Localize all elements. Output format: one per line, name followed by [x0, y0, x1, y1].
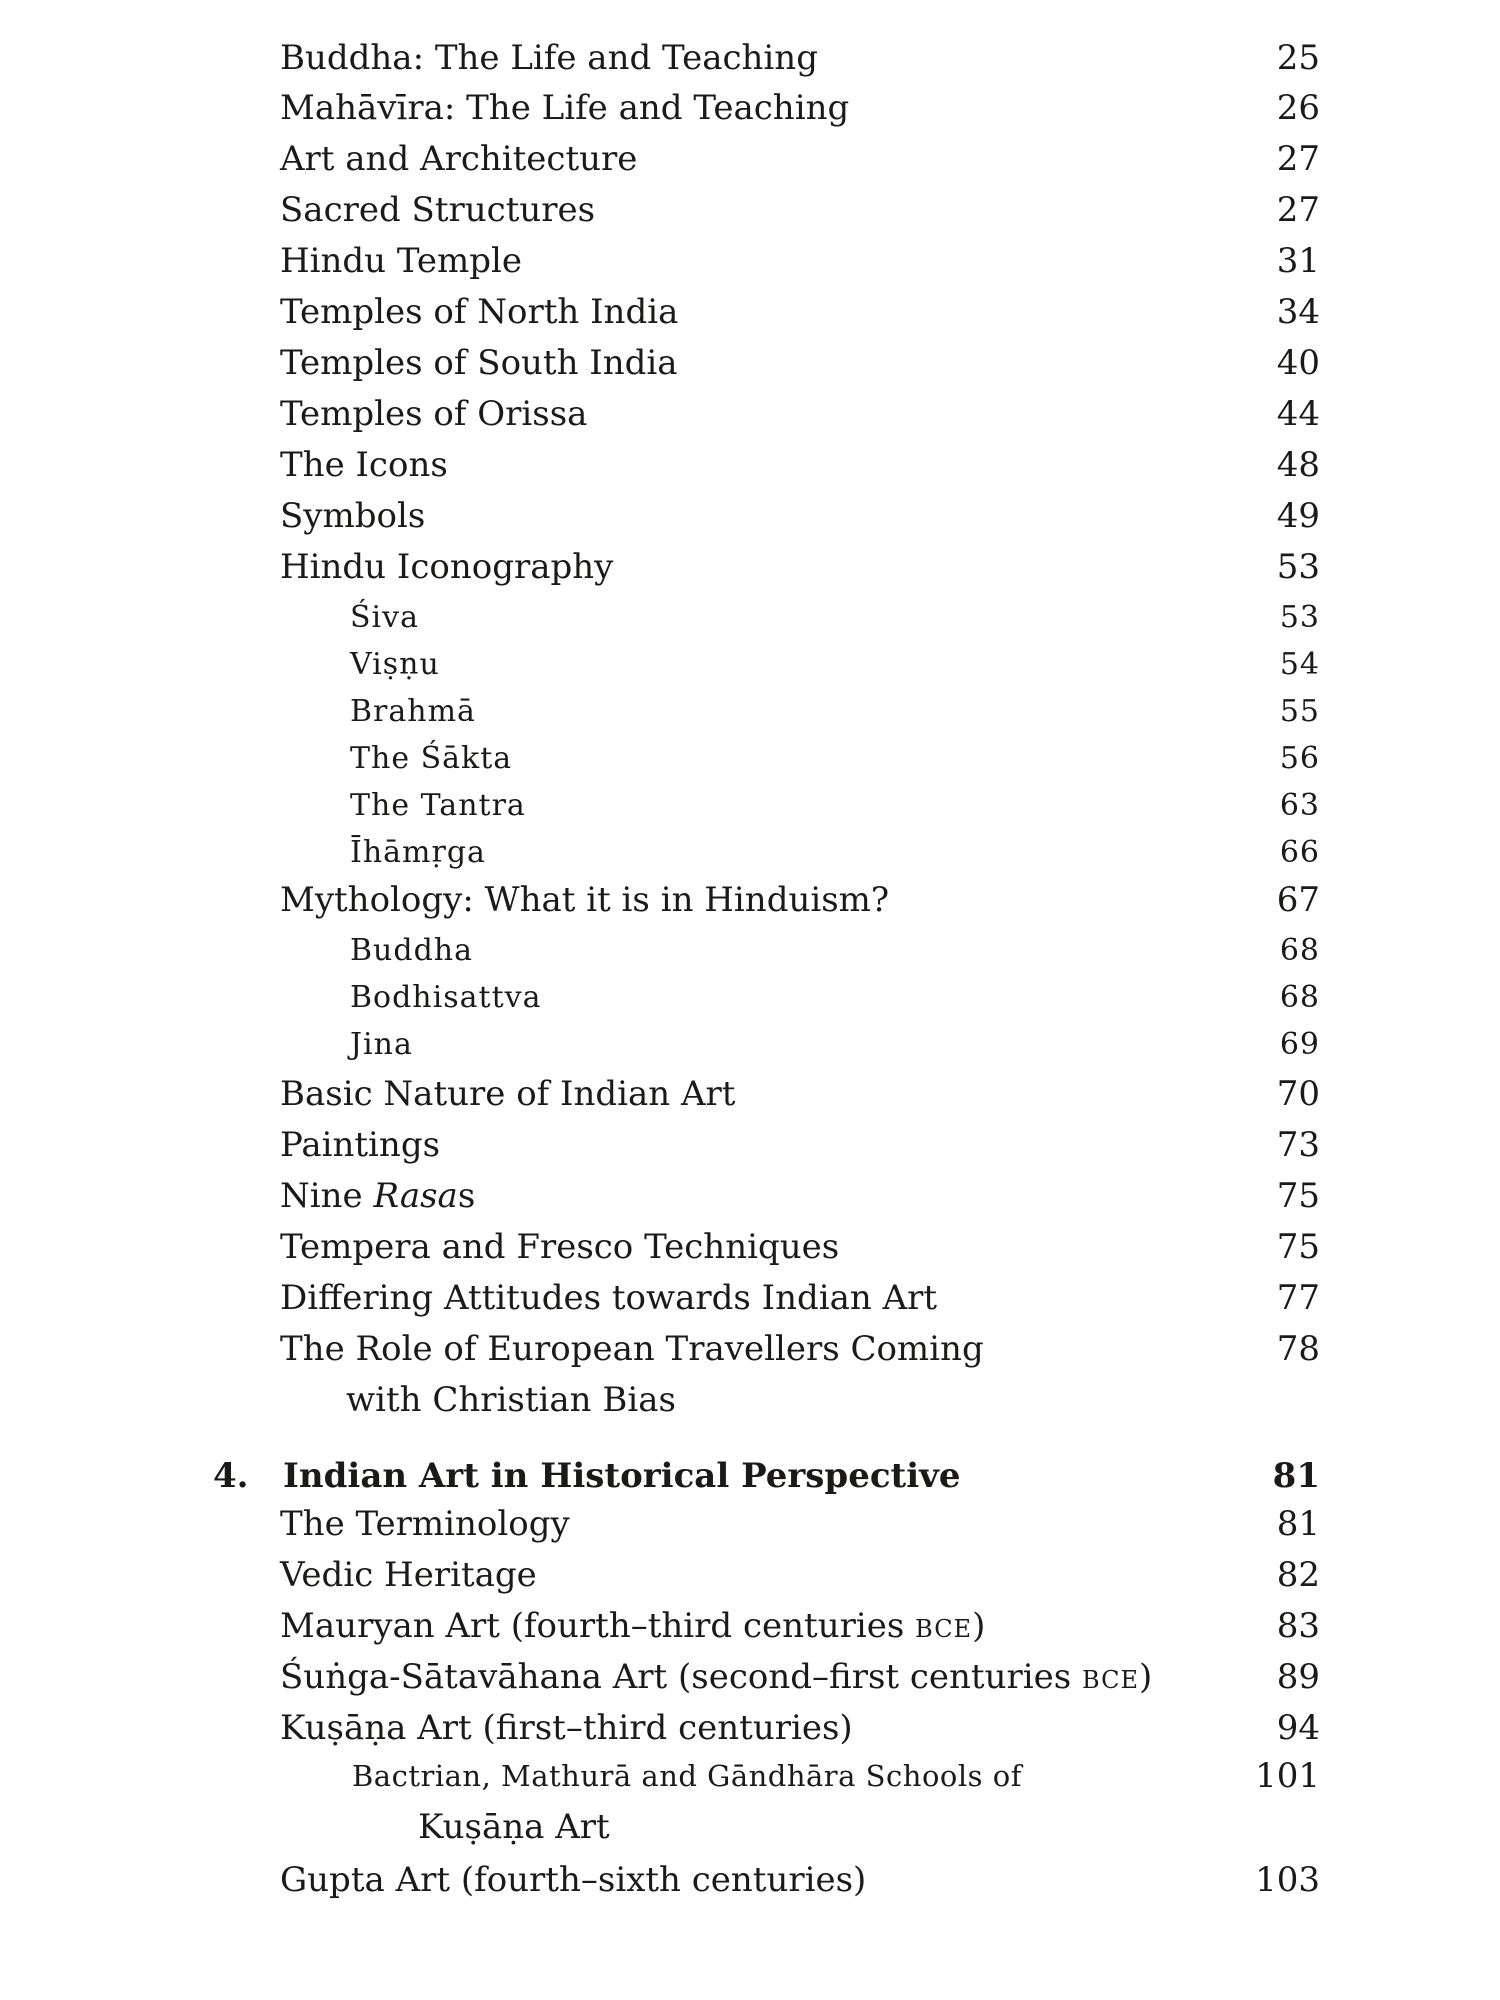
toc-entry — [0, 1225, 1500, 1269]
toc-entry-title: Bodhisattva — [350, 980, 542, 1015]
toc-entry-title: The Śākta — [350, 741, 513, 776]
toc-entry-page: 27 — [1276, 139, 1320, 179]
toc-entry-page: 53 — [1276, 547, 1320, 587]
toc-entry-page: 73 — [1276, 1125, 1320, 1165]
toc-entry — [0, 1072, 1500, 1116]
toc-entry-page: 75 — [1276, 1227, 1320, 1267]
toc-entry — [0, 36, 1500, 80]
toc-entry — [0, 1706, 1500, 1750]
toc-entry-page: 68 — [1279, 980, 1320, 1015]
era-abbrev: BCE — [1082, 1666, 1139, 1694]
toc-entry-title: Symbols — [280, 496, 426, 536]
toc-entry-title: Sacred Structures — [280, 190, 596, 230]
toc-entry-title: Buddha: The Life and Teaching — [280, 38, 818, 78]
toc-entry-title: Jina — [350, 1027, 413, 1062]
toc-entry-title: The Tantra — [350, 788, 526, 823]
toc-entry — [0, 1276, 1500, 1320]
chapter-number: 4. — [213, 1456, 249, 1496]
era-abbrev: BCE — [915, 1615, 973, 1643]
toc-entry — [0, 86, 1500, 130]
chapter-page: 81 — [1272, 1456, 1320, 1496]
toc-entry-page: 26 — [1276, 88, 1320, 128]
toc-entry — [0, 290, 1500, 334]
toc-entry — [0, 188, 1500, 232]
toc-entry — [0, 443, 1500, 487]
toc-entry-title: Viṣṇu — [350, 647, 440, 682]
toc-entry-title: The Terminology — [280, 1504, 570, 1544]
toc-entry-page: 69 — [1279, 1027, 1320, 1062]
toc-entry — [0, 1655, 1500, 1699]
toc-entry-page: 67 — [1276, 880, 1320, 920]
toc-entry-page: 101 — [1255, 1756, 1320, 1796]
toc-entry-title: Paintings — [280, 1125, 441, 1165]
toc-subentry — [0, 831, 1500, 875]
toc-subentry — [0, 784, 1500, 828]
toc-entry-title-text: Mauryan Art (fourth–third centuries — [280, 1606, 916, 1646]
toc-entry-title: Gupta Art (fourth–sixth centuries) — [280, 1860, 867, 1900]
toc-entry-page: 89 — [1276, 1657, 1320, 1697]
toc-entry-page: 34 — [1276, 292, 1320, 332]
chapter-heading — [0, 1454, 1500, 1498]
toc-entry — [0, 1553, 1500, 1597]
toc-entry-page: 25 — [1276, 38, 1320, 78]
toc-entry-title: Śiva — [350, 600, 419, 635]
toc-entry-page: 54 — [1279, 647, 1320, 682]
toc-entry-page: 75 — [1276, 1176, 1320, 1216]
toc-subentry — [0, 737, 1500, 781]
toc-entry-page: 31 — [1276, 241, 1320, 281]
toc-entry-title: Īhāmṛga — [350, 835, 486, 870]
toc-entry-title: Vedic Heritage — [280, 1555, 537, 1595]
toc-entry-title: Differing Attitudes towards Indian Art — [280, 1278, 938, 1318]
toc-entry — [0, 1858, 1500, 1902]
toc-entry-title: Art and Architecture — [280, 139, 638, 179]
toc-entry-page: 56 — [1279, 741, 1320, 776]
toc-entry — [0, 494, 1500, 538]
toc-subentry — [0, 929, 1500, 973]
toc-entry-title: Kuṣāṇa Art (first–third centuries) — [280, 1708, 853, 1748]
toc-subentry — [0, 1754, 1500, 1798]
toc-entry-title: Basic Nature of Indian Art — [280, 1074, 736, 1114]
toc-entry-title: Temples of South India — [280, 343, 678, 383]
toc-entry — [0, 1604, 1500, 1648]
toc-entry-title-continuation: Kuṣāṇa Art — [418, 1807, 610, 1847]
toc-subentry — [0, 643, 1500, 687]
toc-entry-title: Hindu Temple — [280, 241, 523, 281]
toc-subentry — [0, 1023, 1500, 1067]
toc-entry-title: Buddha — [350, 933, 473, 968]
toc-entry-title-italic: Rasa — [373, 1176, 458, 1216]
toc-entry-title-suffix: ) — [1138, 1657, 1153, 1697]
toc-entry-page: 68 — [1279, 933, 1320, 968]
toc-entry-title-prefix: Nine — [280, 1176, 374, 1216]
toc-entry — [0, 1327, 1500, 1371]
toc-entry-page: 77 — [1276, 1278, 1320, 1318]
toc-entry-page: 44 — [1276, 394, 1320, 434]
toc-entry-title: Hindu Iconography — [280, 547, 614, 587]
toc-entry-page: 94 — [1276, 1708, 1320, 1748]
toc-entry-title — [280, 1604, 985, 1651]
chapter-title — [213, 1454, 961, 1498]
toc-entry-title: Mahāvīra: The Life and Teaching — [280, 88, 850, 128]
toc-entry-page: 63 — [1279, 788, 1320, 823]
toc-entry-title: Temples of North India — [280, 292, 679, 332]
toc-entry — [0, 1123, 1500, 1167]
toc-entry-title: Brahmā — [350, 694, 476, 729]
toc-entry-page: 48 — [1276, 445, 1320, 485]
toc-entry — [0, 341, 1500, 385]
toc-entry-title-suffix: ) — [972, 1606, 986, 1646]
toc-entry-page: 83 — [1276, 1606, 1320, 1646]
toc-entry-page: 49 — [1276, 496, 1320, 536]
toc-entry — [0, 137, 1500, 181]
toc-entry-page: 78 — [1276, 1329, 1320, 1369]
toc-subentry — [0, 976, 1500, 1020]
toc-entry-title-text: Śuṅga-Sātavāhana Art (second–first centuries — [280, 1657, 1082, 1697]
toc-entry-title: Mythology: What it is in Hinduism? — [280, 880, 890, 920]
toc-entry-title: The Icons — [280, 445, 448, 485]
toc-entry-title-suffix: s — [457, 1176, 476, 1216]
toc-entry-title: Tempera and Fresco Techniques — [280, 1227, 840, 1267]
toc-entry-title: The Role of European Travellers Coming — [280, 1329, 984, 1369]
toc-subentry — [0, 596, 1500, 640]
toc-entry-page: 70 — [1276, 1074, 1320, 1114]
toc-entry-page: 82 — [1276, 1555, 1320, 1595]
toc-entry-title — [280, 1655, 1152, 1702]
toc-entry-page: 103 — [1255, 1860, 1320, 1900]
toc-entry — [0, 239, 1500, 283]
toc-entry — [0, 392, 1500, 436]
toc-entry-title — [280, 1174, 475, 1218]
toc-entry-page: 81 — [1276, 1504, 1320, 1544]
toc-entry — [0, 1502, 1500, 1546]
toc-entry-page: 66 — [1279, 835, 1320, 870]
toc-entry-continuation — [0, 1378, 1500, 1422]
toc-entry-title: Temples of Orissa — [280, 394, 588, 434]
chapter-title-text: Indian Art in Historical Perspective — [283, 1456, 961, 1496]
toc-entry-page: 27 — [1276, 190, 1320, 230]
toc-entry-page: 53 — [1279, 600, 1320, 635]
toc-entry-title-continuation: with Christian Bias — [346, 1380, 676, 1420]
toc-entry — [0, 545, 1500, 589]
toc-entry-page: 55 — [1279, 694, 1320, 729]
toc-entry-page: 40 — [1276, 343, 1320, 383]
toc-entry-title: Bactrian, Mathurā and Gāndhāra Schools of — [352, 1759, 1022, 1793]
toc-entry-continuation — [0, 1805, 1500, 1849]
toc-entry — [0, 1174, 1500, 1218]
toc-subentry — [0, 690, 1500, 734]
toc-entry — [0, 878, 1500, 922]
